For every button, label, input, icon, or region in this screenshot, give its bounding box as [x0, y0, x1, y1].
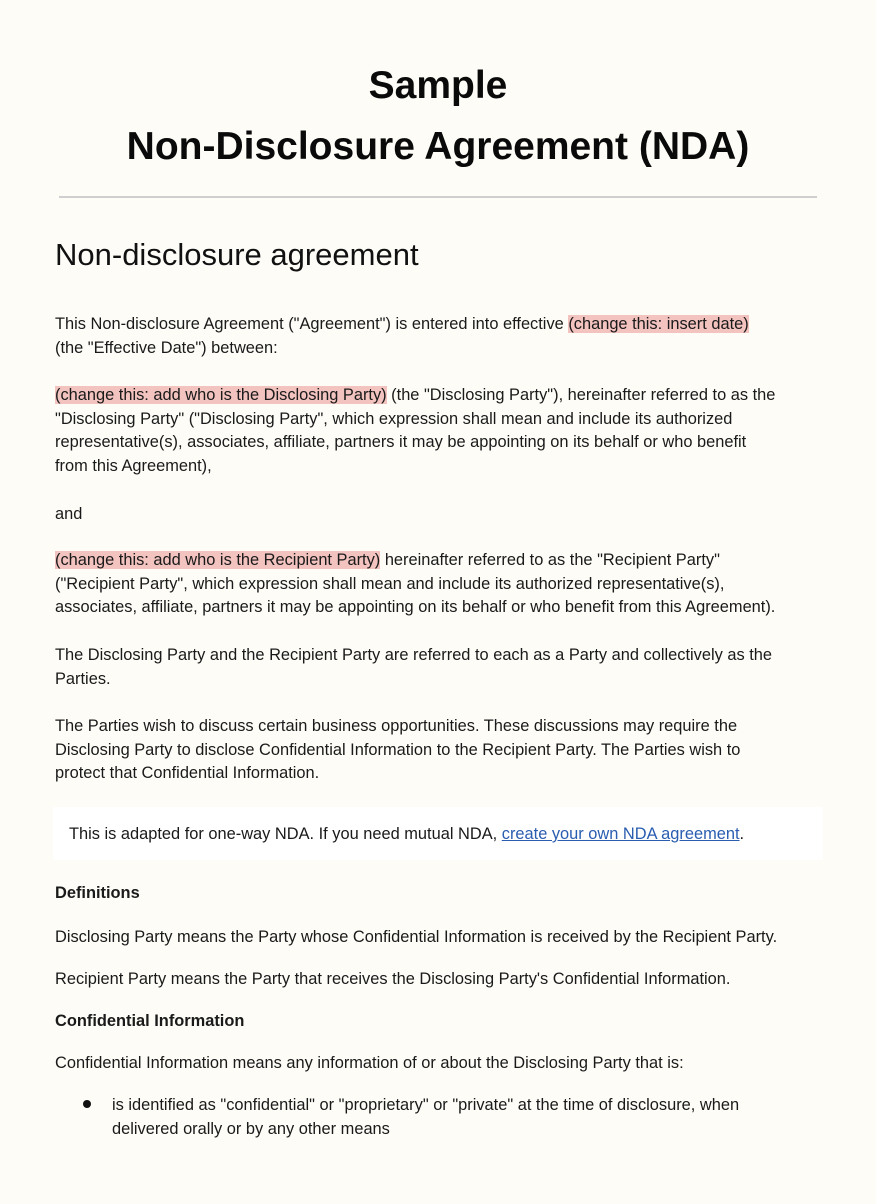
confidential-information-heading: Confidential Information — [55, 1012, 245, 1030]
intro-text: This Non-disclosure Agreement ("Agreement") is entered into effective — [55, 315, 569, 333]
callout-text: This is adapted for one-way NDA. If you need mutual NDA, — [69, 825, 502, 843]
disclosing-party-placeholder[interactable]: (change this: add who is the Disclosing Party) — [55, 386, 387, 404]
recipient-party-paragraph — [55, 549, 825, 620]
recipient-line3: associates, affiliate, partners it may be appointing on its behalf or who benefit from this Agreement). — [55, 598, 776, 616]
confidential-information-intro: Confidential Information means any information of or about the Disclosing Party that is: — [55, 1054, 684, 1072]
note-callout — [53, 807, 823, 860]
purpose-line1: The Parties wish to discuss certain business opportunities. These discussions may require the — [55, 717, 738, 735]
bullet-icon — [83, 1100, 91, 1108]
disclosing-line3: representative(s), associates, affiliate, partners it may be appointing on its behalf or who benefit — [55, 433, 747, 451]
list-item — [112, 1094, 739, 1141]
purpose-paragraph — [55, 715, 825, 786]
intro-line2: (the "Effective Date") between: — [55, 338, 278, 357]
bullet-line1: is identified as "confidential" or "proprietary" or "private" at the time of disclosure, when — [112, 1096, 740, 1114]
parties-line2: Parties. — [55, 669, 111, 688]
disclosing-line1-rest: (the "Disclosing Party"), hereinafter referred to as the — [386, 386, 776, 404]
definitions-heading: Definitions — [55, 884, 140, 902]
date-placeholder[interactable]: (change this: insert date) — [568, 315, 749, 333]
disclosing-line4: from this Agreement), — [55, 456, 212, 475]
recipient-line2: ("Recipient Party", which expression shall mean and include its authorized representative(s), — [55, 574, 725, 593]
intro-paragraph — [55, 313, 825, 360]
recipient-party-placeholder[interactable]: (change this: add who is the Recipient Party) — [55, 551, 381, 569]
document-title-line1: Sample — [368, 64, 508, 107]
callout-end: . — [739, 825, 745, 843]
horizontal-divider — [59, 196, 817, 198]
disclosing-party-definition: Disclosing Party means the Party whose Confidential Information is received by the Recipient Party. — [55, 928, 778, 946]
purpose-line3: protect that Confidential Information. — [55, 764, 320, 782]
parties-paragraph — [55, 644, 825, 691]
parties-line1: The Disclosing Party and the Recipient Party are referred to each as a Party and collectively as the — [55, 646, 772, 664]
recipient-party-definition: Recipient Party means the Party that receives the Disclosing Party's Confidential Information. — [55, 970, 731, 988]
bullet-line2: delivered orally or by any other means — [112, 1119, 390, 1138]
section-heading: Non-disclosure agreement — [55, 237, 419, 272]
and-text: and — [55, 505, 83, 523]
disclosing-party-paragraph — [55, 384, 825, 478]
document-title-line2: Non-Disclosure Agreement (NDA) — [126, 125, 750, 168]
purpose-line2: Disclosing Party to disclose Confidential Information to the Recipient Party. The Parties wish to — [55, 740, 741, 759]
create-nda-link[interactable]: create your own NDA agreement — [501, 825, 740, 843]
recipient-line1-rest: hereinafter referred to as the "Recipient Party" — [380, 551, 720, 569]
disclosing-line2: "Disclosing Party" ("Disclosing Party", which expression shall mean and include its authorized — [55, 409, 733, 428]
